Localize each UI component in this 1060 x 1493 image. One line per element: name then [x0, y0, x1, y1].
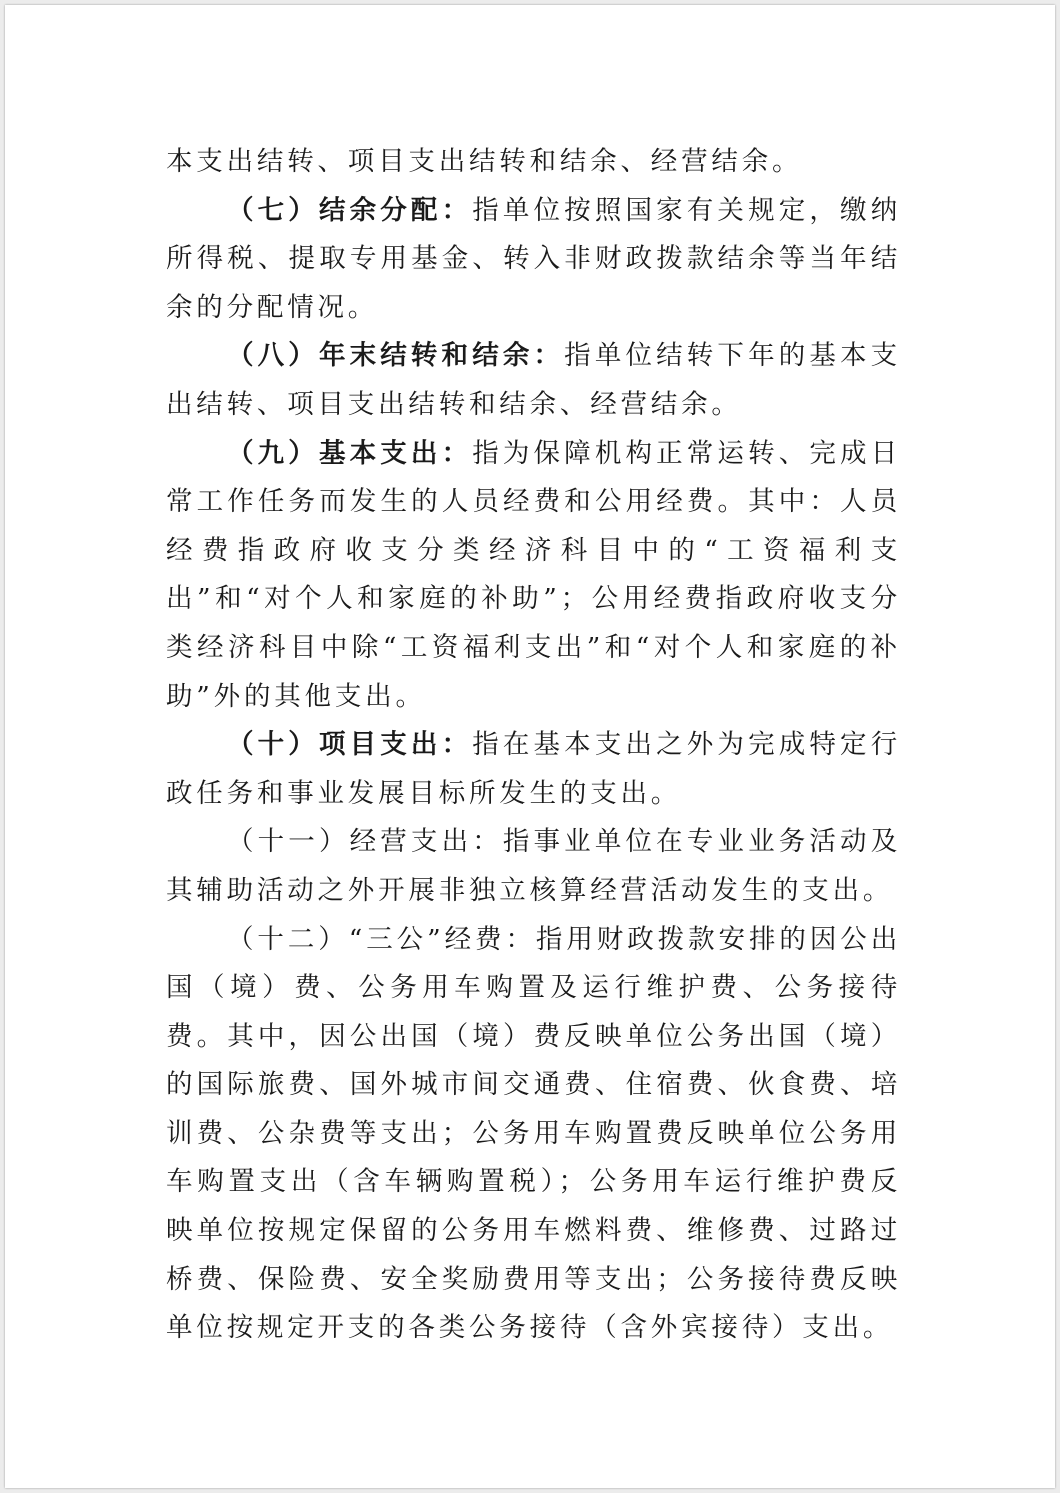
paragraph-surplus-distribution — [166, 187, 901, 333]
paragraph-text: 本支出结转、项目支出结转和结余、经营结余。 — [166, 146, 803, 177]
paragraph-continuation — [166, 138, 901, 187]
paragraph-text: （十二）“三公”经费：指用财政拨款安排的因公出国（境）费、公务用车购置及运行维护费、公务接待费。其中，因公出国（境）费反映单位公务出国（境）的国际旅费、国外城市间交通费、住宿费、伙食费、培训费、公杂费等支出；公务用车购置费反映单位公务用车购置支出（含车辆购置税）；公务用车运行维护费反映单位按规定保留的公务用车燃料费、维修费、过路过桥费、保险费、安全奖励费用等支出；公务接待费反映单位按规定开支的各类公务接待（含外宾接待）支出。 — [166, 923, 901, 1344]
term-project-expenditure: （十）项目支出： — [227, 729, 473, 761]
term-year-end-carryover: （八）年末结转和结余： — [227, 340, 565, 372]
paragraph-text: 指单位结转下年的基本支出结转、项目支出结转和结余、经营结余。 — [166, 340, 901, 420]
paragraph-year-end-carryover — [166, 332, 901, 429]
term-basic-expenditure: （九）基本支出： — [227, 437, 473, 469]
document-page — [5, 5, 1055, 1488]
term-surplus-distribution: （七）结余分配： — [227, 194, 473, 226]
paragraph-text: （十一）经营支出：指事业单位在专业业务活动及其辅助活动之外开展非独立核算经营活动发生的支出。 — [166, 826, 901, 906]
paragraph-text: 指为保障机构正常运转、完成日常工作任务而发生的人员经费和公用经费。其中：人员经费指政府收支分类经济科目中的“工资福利支出”和“对个人和家庭的补助”；公用经费指政府收支分类经济科目中除“工资福利支出”和“对个人和家庭的补助”外的其他支出。 — [166, 437, 901, 712]
paragraph-operating-expenditure — [166, 818, 901, 915]
paragraph-text: 指单位按照国家有关规定，缴纳所得税、提取专用基金、转入非财政拨款结余等当年结余的分配情况。 — [166, 194, 901, 323]
paragraph-text: 指在基本支出之外为完成特定行政任务和事业发展目标所发生的支出。 — [166, 729, 901, 809]
paragraph-project-expenditure — [166, 721, 901, 818]
paragraph-three-public-expenses — [166, 916, 901, 1353]
document-body — [166, 138, 901, 1353]
paragraph-basic-expenditure — [166, 430, 901, 722]
